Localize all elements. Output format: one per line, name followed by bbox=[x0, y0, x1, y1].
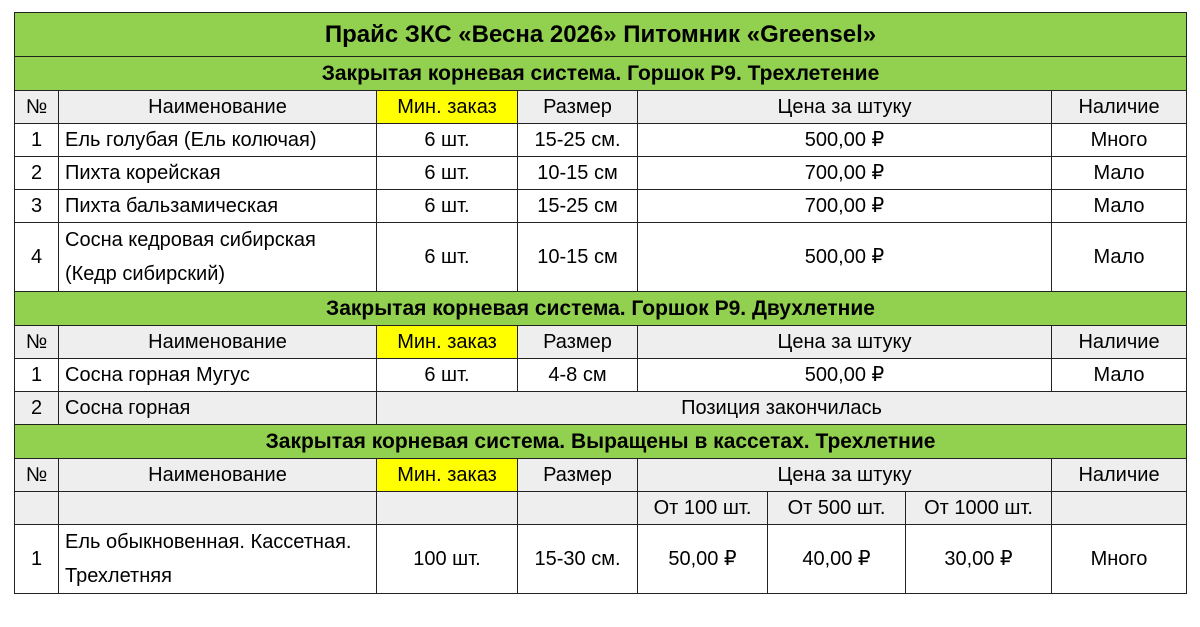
cell-size: 15-25 см. bbox=[518, 124, 638, 157]
cell-size: 10-15 см bbox=[518, 223, 638, 292]
header-num: № bbox=[15, 326, 59, 359]
cell-min-order: 6 шт. bbox=[377, 124, 518, 157]
cell-size: 10-15 см bbox=[518, 157, 638, 190]
cell-num: 1 bbox=[15, 124, 59, 157]
cell-size: 15-25 см bbox=[518, 190, 638, 223]
table-row bbox=[15, 190, 1187, 223]
cell-num: 3 bbox=[15, 190, 59, 223]
cell-price: 500,00 ₽ bbox=[638, 359, 1052, 392]
cell-price-tier-100: 50,00 ₽ bbox=[638, 525, 768, 594]
section-title: Закрытая корневая система. Горшок Р9. Двухлетние bbox=[15, 292, 1187, 326]
table-row bbox=[15, 157, 1187, 190]
sold-out-notice: Позиция закончилась bbox=[377, 392, 1187, 425]
cell-availability: Мало bbox=[1052, 223, 1187, 292]
empty-cell bbox=[377, 492, 518, 525]
header-name: Наименование bbox=[59, 459, 377, 492]
table-row bbox=[15, 525, 1187, 594]
empty-cell bbox=[15, 492, 59, 525]
tier-1000: От 1000 шт. bbox=[906, 492, 1052, 525]
header-size: Размер bbox=[518, 326, 638, 359]
header-num: № bbox=[15, 91, 59, 124]
price-list-sheet bbox=[14, 12, 1186, 594]
cell-availability: Много bbox=[1052, 525, 1187, 594]
empty-cell bbox=[1052, 492, 1187, 525]
header-num: № bbox=[15, 459, 59, 492]
cell-price-tier-1000: 30,00 ₽ bbox=[906, 525, 1052, 594]
header-min-order: Мин. заказ bbox=[377, 91, 518, 124]
cell-name: Сосна кедровая сибирская (Кедр сибирский) bbox=[59, 223, 377, 292]
table-row bbox=[15, 359, 1187, 392]
header-availability: Наличие bbox=[1052, 459, 1187, 492]
cell-name: Пихта корейская bbox=[59, 157, 377, 190]
cell-size: 4-8 см bbox=[518, 359, 638, 392]
cell-name: Пихта бальзамическая bbox=[59, 190, 377, 223]
price-tier-row bbox=[15, 492, 1187, 525]
cell-min-order: 6 шт. bbox=[377, 223, 518, 292]
header-min-order: Мин. заказ bbox=[377, 459, 518, 492]
cell-min-order: 6 шт. bbox=[377, 359, 518, 392]
empty-cell bbox=[59, 492, 377, 525]
cell-availability: Мало bbox=[1052, 359, 1187, 392]
cell-price: 500,00 ₽ bbox=[638, 124, 1052, 157]
column-header-row bbox=[15, 91, 1187, 124]
table-row bbox=[15, 124, 1187, 157]
cell-size: 15-30 см. bbox=[518, 525, 638, 594]
cell-price: 700,00 ₽ bbox=[638, 157, 1052, 190]
header-size: Размер bbox=[518, 91, 638, 124]
title-row bbox=[15, 13, 1187, 57]
cell-availability: Мало bbox=[1052, 190, 1187, 223]
header-availability: Наличие bbox=[1052, 91, 1187, 124]
cell-num: 2 bbox=[15, 392, 59, 425]
cell-name: Сосна горная bbox=[59, 392, 377, 425]
cell-availability: Много bbox=[1052, 124, 1187, 157]
price-table bbox=[14, 12, 1187, 594]
cell-min-order: 100 шт. bbox=[377, 525, 518, 594]
section-header bbox=[15, 57, 1187, 91]
cell-num: 1 bbox=[15, 359, 59, 392]
cell-num: 2 bbox=[15, 157, 59, 190]
cell-min-order: 6 шт. bbox=[377, 157, 518, 190]
cell-name: Ель голубая (Ель колючая) bbox=[59, 124, 377, 157]
section-header bbox=[15, 425, 1187, 459]
page-title: Прайс ЗКС «Весна 2026» Питомник «Greensel» bbox=[15, 13, 1187, 57]
column-header-row bbox=[15, 459, 1187, 492]
tier-100: От 100 шт. bbox=[638, 492, 768, 525]
header-name: Наименование bbox=[59, 91, 377, 124]
table-row bbox=[15, 223, 1187, 292]
header-price: Цена за штуку bbox=[638, 91, 1052, 124]
cell-price: 700,00 ₽ bbox=[638, 190, 1052, 223]
cell-name: Сосна горная Мугус bbox=[59, 359, 377, 392]
column-header-row bbox=[15, 326, 1187, 359]
cell-availability: Мало bbox=[1052, 157, 1187, 190]
header-name: Наименование bbox=[59, 326, 377, 359]
cell-min-order: 6 шт. bbox=[377, 190, 518, 223]
cell-price-tier-500: 40,00 ₽ bbox=[768, 525, 906, 594]
header-min-order: Мин. заказ bbox=[377, 326, 518, 359]
section-title: Закрытая корневая система. Горшок Р9. Трехлетение bbox=[15, 57, 1187, 91]
cell-price: 500,00 ₽ bbox=[638, 223, 1052, 292]
empty-cell bbox=[518, 492, 638, 525]
cell-num: 1 bbox=[15, 525, 59, 594]
header-price: Цена за штуку bbox=[638, 326, 1052, 359]
section-header bbox=[15, 292, 1187, 326]
table-row bbox=[15, 392, 1187, 425]
cell-num: 4 bbox=[15, 223, 59, 292]
header-availability: Наличие bbox=[1052, 326, 1187, 359]
tier-500: От 500 шт. bbox=[768, 492, 906, 525]
section-title: Закрытая корневая система. Выращены в кассетах. Трехлетние bbox=[15, 425, 1187, 459]
header-size: Размер bbox=[518, 459, 638, 492]
header-price: Цена за штуку bbox=[638, 459, 1052, 492]
cell-name: Ель обыкновенная. Кассетная. Трехлетняя bbox=[59, 525, 377, 594]
